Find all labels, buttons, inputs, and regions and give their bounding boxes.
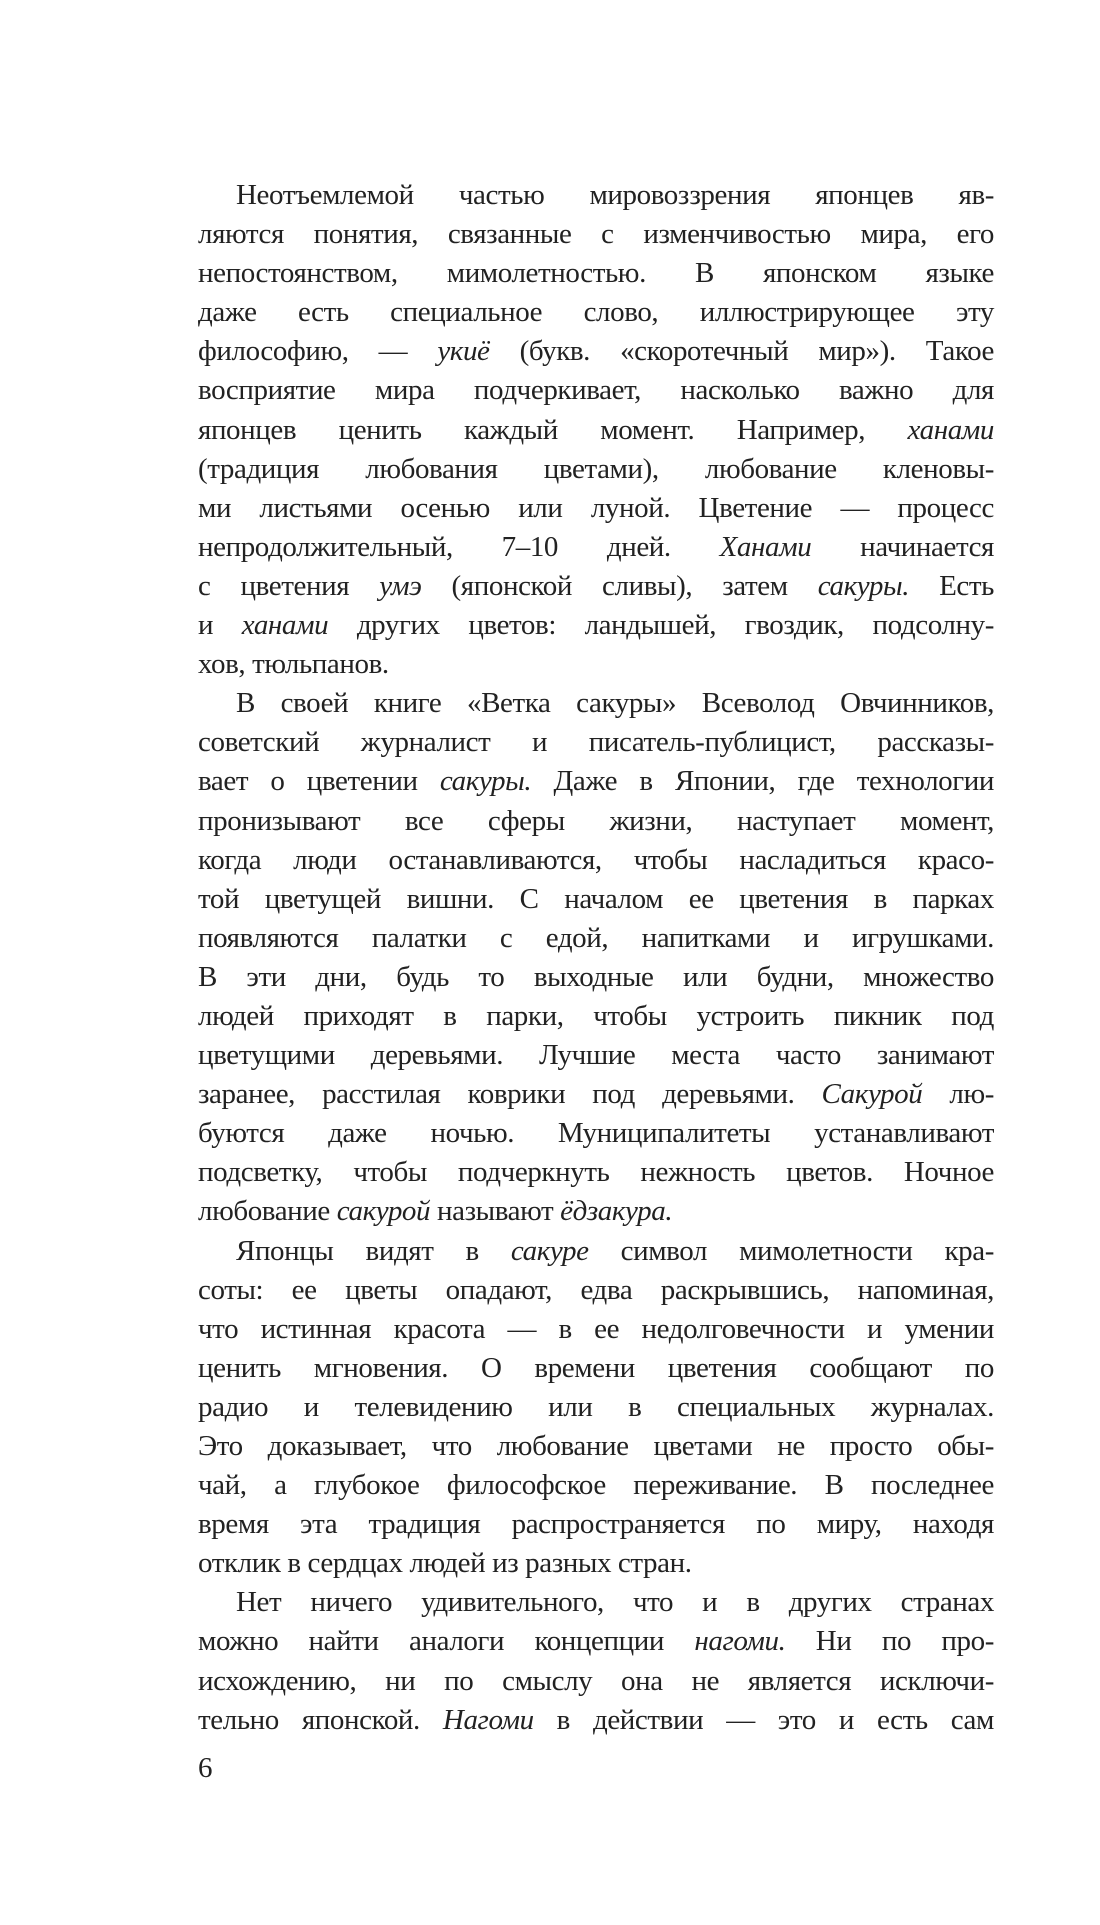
text-segment: японцев ценить каждый момент. Например,: [198, 413, 908, 446]
text-line: [198, 293, 994, 332]
text-segment: соты: ее цветы опадают, едва раскрывшись, напоминая,: [198, 1273, 994, 1306]
text-segment: любование: [198, 1195, 337, 1228]
italic-term: сакурой: [336, 1195, 431, 1228]
text-segment: (японской сливы), затем: [421, 569, 818, 602]
text-segment: появляются палатки с едой, напитками и игрушками.: [198, 921, 994, 954]
text-line: [198, 215, 994, 254]
italic-term: нагоми.: [694, 1625, 786, 1658]
text-segment: советский журналист и писатель-публицист, рассказы-: [198, 726, 994, 759]
text-segment: (букв. «скоротечный мир»). Такое: [489, 335, 994, 368]
italic-term: сакуре: [510, 1234, 589, 1267]
text-segment: Нет ничего удивительного, что и в других странах: [236, 1586, 994, 1619]
text-segment: чай, а глубокое философское переживание. В последнее: [198, 1469, 994, 1502]
paragraph: [198, 684, 994, 1231]
text-segment: Даже в Японии, где технологии: [531, 765, 994, 798]
text-segment: людей приходят в парки, чтобы устроить пикник под: [198, 999, 994, 1032]
text-segment: время эта традиция распространяется по миру, находя: [198, 1508, 994, 1541]
text-segment: заранее, расстилая коврики под деревьями.: [198, 1078, 822, 1111]
text-line: [198, 762, 994, 801]
text-segment: непродолжительный, 7–10 дней.: [198, 530, 720, 563]
text-line: [198, 1232, 994, 1271]
text-segment: в действии — это и есть сам: [533, 1703, 994, 1736]
text-line: [198, 606, 994, 645]
text-line: [198, 1388, 994, 1427]
text-segment: (традиция любования цветами), любование кленовы-: [198, 452, 994, 485]
text-segment: хов, тюльпанов.: [198, 648, 389, 681]
text-line: [198, 371, 994, 410]
text-segment: исхождению, ни по смыслу она не является исключи-: [198, 1664, 994, 1697]
text-segment: с цветения: [198, 569, 380, 602]
text-segment: отклик в сердцах людей из разных стран.: [198, 1547, 692, 1580]
text-segment: пронизывают все сферы жизни, наступает момент,: [198, 804, 994, 837]
text-segment: даже есть специальное слово, иллюстрирующее эту: [198, 296, 994, 329]
text-line: [198, 567, 994, 606]
text-segment: Ни по про-: [785, 1625, 994, 1658]
text-line: [198, 880, 994, 919]
text-segment: подсветку, чтобы подчеркнуть нежность цветов. Ночное: [198, 1156, 994, 1189]
italic-term: ханами: [907, 413, 994, 446]
text-segment: когда люди останавливаются, чтобы насладиться красо-: [198, 843, 994, 876]
text-segment: и: [198, 609, 242, 642]
text-segment: В эти дни, будь то выходные или будни, множество: [198, 960, 994, 993]
text-line: [198, 919, 994, 958]
text-line: [198, 489, 994, 528]
text-segment: лю-: [922, 1078, 994, 1111]
paragraph: [198, 176, 994, 684]
page-number: 6: [198, 1752, 213, 1784]
text-line: [198, 1583, 994, 1622]
text-line: [198, 1310, 994, 1349]
text-line: [198, 1036, 994, 1075]
text-line: [198, 450, 994, 489]
text-line: [198, 684, 994, 723]
text-segment: начинается: [811, 530, 994, 563]
text-line: [198, 528, 994, 567]
text-line: [198, 802, 994, 841]
italic-term: Сакурой: [821, 1078, 923, 1111]
page-body-text: [198, 176, 994, 1740]
text-line: [198, 1505, 994, 1544]
text-segment: Это доказывает, что любование цветами не просто обы-: [198, 1430, 994, 1462]
text-line: [198, 1271, 994, 1310]
text-segment: тельно японской.: [198, 1703, 443, 1736]
text-segment: символ мимолетности кра-: [588, 1234, 995, 1267]
italic-term: сакуры.: [817, 569, 910, 602]
text-segment: восприятие мира подчеркивает, насколько важно для: [198, 374, 994, 407]
text-line: [198, 332, 994, 371]
text-line: [198, 958, 994, 997]
paragraph: [198, 1583, 994, 1739]
paragraph: [198, 1232, 994, 1584]
text-segment: ляются понятия, связанные с изменчивостью мира, его: [198, 218, 994, 251]
text-segment: философию, —: [198, 335, 438, 368]
text-line: [198, 997, 994, 1036]
text-line: [198, 1427, 994, 1466]
text-line: [198, 176, 994, 215]
text-segment: Есть: [909, 569, 995, 602]
italic-term: умэ: [379, 569, 422, 602]
italic-term: укиё: [437, 335, 490, 368]
text-segment: вает о цветении: [198, 765, 440, 798]
text-line: [198, 1466, 994, 1505]
text-segment: ми листьями осенью или луной. Цветение — процесс: [198, 491, 994, 524]
italic-term: Нагоми: [442, 1703, 534, 1736]
text-segment: цветущими деревьями. Лучшие места часто занимают: [198, 1039, 994, 1072]
text-line: [198, 254, 994, 293]
text-line: [198, 1192, 994, 1231]
text-line: [198, 1153, 994, 1192]
text-line: [198, 723, 994, 762]
text-segment: Японцы видят в: [236, 1234, 511, 1267]
italic-term: ханами: [241, 609, 329, 642]
text-segment: буются даже ночью. Муниципалитеты устанавливают: [198, 1117, 994, 1150]
text-segment: ценить мгновения. О времени цветения сообщают по: [198, 1351, 994, 1384]
text-line: [198, 841, 994, 880]
italic-term: ёдзакура.: [560, 1195, 673, 1228]
text-line: [198, 1622, 994, 1661]
text-line: [198, 1114, 994, 1153]
text-line: [198, 1544, 994, 1583]
text-segment: той цветущей вишни. С началом ее цветения в парках: [198, 882, 994, 915]
text-segment: что истинная красота — в ее недолговечности и умении: [198, 1312, 994, 1345]
text-line: [198, 411, 994, 450]
italic-term: Ханами: [719, 530, 812, 563]
text-line: [198, 1662, 994, 1701]
text-segment: непостоянством, мимолетностью. В японском языке: [198, 257, 994, 290]
text-line: [198, 1349, 994, 1388]
text-segment: радио и телевидению или в специальных журналах.: [198, 1390, 994, 1423]
italic-term: сакуры.: [439, 765, 532, 798]
text-segment: В своей книге «Ветка сакуры» Всеволод Овчинников,: [236, 687, 994, 720]
text-segment: называют: [430, 1195, 561, 1228]
text-segment: Неотъемлемой частью мировоззрения японцев яв-: [236, 179, 994, 211]
text-segment: других цветов: ландышей, гвоздик, подсолну-: [328, 609, 994, 642]
text-line: [198, 1701, 994, 1740]
text-segment: можно найти аналоги концепции: [198, 1625, 695, 1658]
text-line: [198, 1075, 994, 1114]
text-line: [198, 645, 994, 684]
